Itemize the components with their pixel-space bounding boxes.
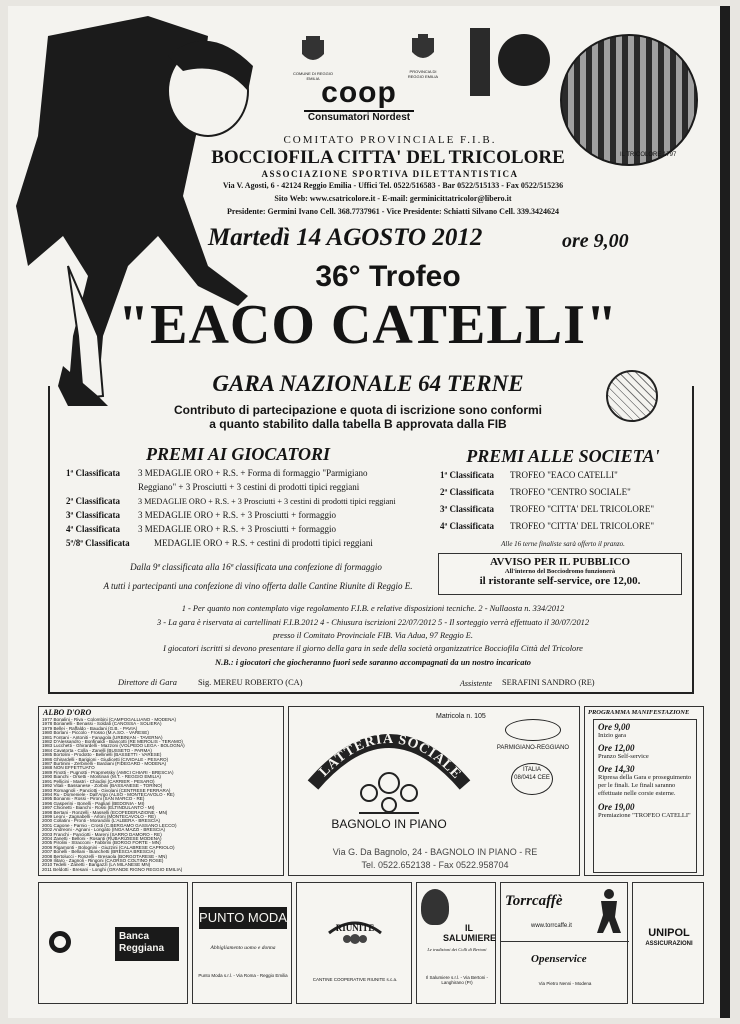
avviso-title: AVVISO PER IL PUBBLICO	[489, 556, 631, 568]
albo-row: 1987 Burtinini - Zerbinelli - Bardiani (FIDEGARD - MODENA)	[42, 761, 167, 767]
black-bar-decoration	[470, 28, 490, 96]
contributo-line-1: Contributo di partecipazione e quota di iscrizione sono conformi	[173, 403, 543, 417]
premio-row	[66, 524, 446, 538]
programma-inner	[593, 719, 697, 873]
societa-text: TROFEO "CENTRO SOCIALE"	[510, 487, 631, 497]
torrcaffe-web: www.torrcaffe.it	[531, 923, 572, 929]
avviso-line-1: All'interno del Bocciodromo funzionerà	[504, 568, 616, 575]
salumiere-portrait	[421, 889, 449, 925]
programma-time: Ore 19,00	[598, 802, 635, 812]
premio-pos: 5ª/8ª Classificata	[66, 538, 130, 548]
albo-row: 2002 Andreoni - Agnani - Longato (INGA MAZZI - BRESCIA)	[42, 827, 166, 833]
programma-desc: Premiazione "TROFEO CATELLI"	[598, 812, 691, 819]
cee-seal: ITALIA 08/0414 CEE	[511, 763, 553, 795]
albo-row: 2000 Collatini - Pronti - Morandini (L'ALBERA - BRESCIA)	[42, 818, 161, 824]
club-web: Sito Web: www.csatricolore.it - E-mail: germinicittatricolor@libero.it	[274, 194, 512, 203]
albo-list	[39, 718, 283, 872]
albo-row: 2006 Rigamonti - Bolognini - Giuzzini (CALABRESE CAPRIOLO)	[42, 844, 175, 850]
albo-row: 1983 Lucchetti - Ghirardelli - Mazzoni (VOLPEDO LEGA - BOLOGNA)	[42, 743, 185, 749]
programma-desc: Pranzo Self-service	[598, 753, 649, 760]
crest-icon	[300, 36, 326, 66]
sponsor-divider	[501, 941, 629, 942]
programma-desc: Inizio gara	[598, 732, 626, 739]
premi-note-1: Dalla 9ª classificata alla 16ª classificata una confezione di formaggio	[130, 562, 382, 572]
direttore-name: Sig. MEREU ROBERTO (CA)	[198, 678, 303, 687]
societa-pos: 3ª Classificata	[440, 504, 494, 514]
sponsor-salumiere	[416, 882, 496, 1004]
avviso-box	[438, 553, 682, 595]
premio-row	[66, 468, 446, 482]
event-edition: 36° Trofeo	[315, 260, 461, 293]
openservice-address: Via Pietro Nenni - Modena	[538, 981, 592, 986]
club-presidente: Presidente: Germini Ivano Cell. 368.7737961 - Vice Presidente: Schiatti Silvano Cell. 339.3424624	[227, 207, 559, 216]
provincia-caption: PROVINCIA DI REGGIO EMILIA	[407, 69, 439, 79]
salumiere-name: IL SALUMIERE	[443, 923, 497, 943]
riunite-name: RIUNITE	[335, 923, 375, 933]
albo-row: 2004 Zanetti - Belloni - Rosanti (RUBAR/ZIESE MODENA)	[42, 835, 162, 841]
sponsor-banca-reggiana	[38, 882, 188, 1004]
contributo-line-2: a quanto stabilito dalla tabella B approvata dalla FIB	[209, 417, 507, 431]
event-time: ore 9,00	[562, 230, 629, 252]
runner-figure-icon	[593, 887, 625, 939]
albo-row: 1992 Vitali - Bassanese - Zorbini (BASSANESE - TORINO)	[42, 783, 163, 789]
albo-title: ALBO D'ORO	[43, 708, 92, 717]
programma-time: Ore 14,30	[598, 764, 635, 774]
premi-note-2: A tutti i partecipanti una confezione di vino offerta dalle Cantine Riunite di Reggio E.	[103, 581, 413, 591]
latteria-flowers-logo	[299, 713, 479, 823]
regolamento-line-2: 3 - La gara è riservata ai cartellinati F.I.B.2012 4 - Chiusura iscrizioni 22/07/2012 5 - Il sorteggio verrà effettuato il 30/07/2012	[156, 618, 590, 627]
programma-title: PROGRAMMA MANIFESTAZIONE	[588, 709, 690, 716]
salumiere-address: Il Salumiere s.r.l. - Via Bertoni - Langhirano (Pr)	[426, 975, 488, 985]
albo-row: 1977 Bonalini - Riva - Colombini (CAMPOGALLIANO - MODENA)	[42, 717, 177, 722]
club-address: Via V. Agosti, 6 - 42124 Reggio Emilia - Uffici Tel. 0522/516583 - Bar 0522/515133 - Fax 0522/515236	[222, 181, 564, 190]
albo-doro-box	[38, 706, 284, 876]
comune-crest	[293, 36, 333, 81]
societa-row	[440, 470, 690, 487]
albo-row: 1989 Finotti - Pugnotti - Prapmetsky (AMICI CHIARI - BRESCIA)	[42, 769, 174, 775]
parmigiano-label: PARMIGIANO-REGGIANO	[496, 745, 570, 751]
programma-box	[584, 706, 704, 876]
premio-text: 3 MEDAGLIE ORO + R.S. + 3 Prosciutti + formaggio	[138, 524, 336, 534]
round-emblem	[498, 34, 550, 86]
puntomoda-logo: PUNTO MODA	[199, 907, 287, 929]
sponsor-unipol	[632, 882, 704, 1004]
openservice-logo: Openservice	[531, 953, 587, 965]
albo-row: 1981 Fontani - Antoniti - Fanagola (URBINIAN - TAVERNA)	[42, 734, 163, 740]
premio-text: MEDAGLIE ORO + R.S. + cestini di prodotti tipici reggiani	[154, 538, 373, 548]
societa-row	[440, 487, 690, 504]
avviso-line-2: il ristorante self-service, ore 12,00.	[479, 575, 641, 587]
albo-row: 2011 Beldotti - Bresani - Longhi (GRANDE RIGNO REGGIO EMILIA)	[42, 866, 183, 872]
premi-societa-title: PREMI ALLE SOCIETA'	[466, 446, 660, 466]
albo-row: 1984 Cavatorta - Colla - Zanelli (BUSSETO - PARMA)	[42, 747, 152, 753]
societa-pos: 1ª Classificata	[440, 470, 494, 480]
premio-text: 3 MEDAGLIE ORO + R.S. + 3 Prosciutti + 3 cestini di prodotti tipici reggiani	[138, 497, 396, 506]
provincia-crest	[403, 34, 443, 79]
parmigiano-seal	[505, 719, 561, 741]
club-name: BOCCIOFILA CITTA' DEL TRICOLORE	[211, 147, 565, 168]
photo-caption: IL TRICOLORE 1797	[620, 152, 677, 158]
societa-pos: 4ª Classificata	[440, 521, 494, 531]
societa-row	[440, 521, 690, 538]
albo-row: 1998 Bertani - Ronzelli - Masselli (ECOFEDERAZIONE - MN)	[42, 809, 168, 815]
albo-row: 2001 Capone - Parnio - Crosti (C.BERGAMO GASSANO LECCO)	[42, 822, 177, 828]
premi-societa-list	[440, 470, 690, 538]
premio-text: Reggiano" + 3 Prosciutti + 3 cestini di prodotti tipici reggiani	[138, 482, 360, 492]
regolamento-line-5: N.B.: i giocatori che giocheranno fuori sede saranno accompagnati da un nostro incaricato	[215, 658, 531, 667]
albo-row: 1985 Bortolini - Prodotto - Bellinelli (BASSETTI - VARESE)	[42, 752, 162, 758]
regolamento-line-1: 1 - Per quanto non contemplato vige regolamento F.I.B. e relative disposizioni tecniche. 2 - Nullaosta n. 334/2012	[181, 604, 565, 613]
unipol-name: UNIPOL	[648, 927, 690, 939]
sponsor-torrcaffe-openservice	[500, 882, 628, 1004]
premio-row	[66, 538, 446, 552]
premio-pos: 2ª Classificata	[66, 496, 120, 506]
albo-row: 1982 D'Alessandro - Bonfinaldi - Biancotti (RE MEROLIS - TERAMO)	[42, 739, 183, 745]
albo-row: 2008 Bertolucci - Ronzelli - Bresaola (BORGOTARESE - MN)	[42, 853, 168, 859]
societa-text: TROFEO "CITTA' DEL TRICOLORE"	[510, 504, 654, 514]
albo-row: 2003 Franchi - Panciotti - Mareni (SARRO DAMORO - RE)	[42, 831, 162, 837]
coop-logo: coop	[321, 76, 397, 109]
albo-row: 1997 Chionetti - Bianchi - Rossi (ELTINDULANTO - MI)	[42, 805, 155, 811]
sponsor-punto-moda	[192, 882, 292, 1004]
unipol-sub: ASSICURAZIONI	[645, 941, 693, 947]
albo-row: 1988 NON EFFETTUATO	[42, 765, 95, 771]
comune-caption: COMUNE DI REGGIO EMILIA	[293, 71, 334, 81]
albo-row: 1978 Borianelli - Benassi - Soldati (CANOSSA - SOLIERA)	[42, 721, 162, 727]
event-name: "EACO CATELLI"	[118, 294, 618, 356]
albo-row: 1991 Pellicini - Mastri - Chiodini (CARRIER - PESARO)	[42, 778, 155, 784]
albo-row: 1996 Gasperini - Bonelli - Pagliari (BEDONIA - MI)	[42, 800, 145, 806]
programma-time: Ore 9,00	[598, 722, 630, 732]
albo-row: 1986 Ghirardelli - Barigioni - Giudicetti (CIVIDALE - PESARO)	[42, 756, 169, 762]
societa-row	[440, 504, 690, 521]
albo-row: 1979 Bellei - Raffaldo - Baudani (G.B. - PAVIA)	[42, 725, 138, 731]
programma-desc: Ripresa della Gara e proseguimento per le finali. Le finali saranno effettuate nelle corsie esterne.	[598, 774, 692, 797]
albo-row: 1980 Borlani - Piccolo - Frosso (M.A.SO. - VARESE)	[42, 730, 149, 736]
association-type: ASSOCIAZIONE SPORTIVA DILETTANTISTICA	[261, 169, 519, 179]
direttore-label: Direttore di Gara	[118, 678, 177, 687]
svg-text:LATTERIA SOCIALE	[317, 732, 465, 783]
riunite-sub: CANTINE COOPERATIVE RIUNITE s.c.a.	[312, 977, 398, 982]
societa-note: Alle 16 terne finaliste sarà offerto il pranzo.	[501, 540, 625, 548]
albo-row: 1990 Bianchi - Orsetti - Montinari (M.T. - REGGIO EMILIA)	[42, 774, 161, 780]
premio-pos: 1ª Classificata	[66, 468, 120, 478]
premio-pos: 3ª Classificata	[66, 510, 120, 520]
coop-subtitle: Consumatori Nordest	[304, 110, 414, 123]
torrcaffe-logo: Torrcaffè	[505, 893, 563, 909]
regolamento-line-4: I giocatori iscritti si devono presentare il giorno della gara in sede della società organizzatrice Bocciofila Città del Tricolore	[163, 644, 583, 653]
regolamento-line-3: presso il Comitato Provinciale FIB. Via Adua, 97 Reggio E.	[272, 631, 474, 640]
latteria-phones: Tel. 0522.652138 - Fax 0522.958704	[361, 860, 509, 870]
albo-row: 2009 Ilitaro - Zagnoli - Ringoni (CAORSO COLTINO ROSE)	[42, 858, 164, 863]
assistente-label: Assistente	[460, 679, 492, 688]
societa-text: TROFEO "EACO CATELLI"	[510, 470, 618, 480]
event-date: Martedì 14 AGOSTO 2012	[208, 224, 483, 251]
latteria-matricola: Matricola n. 105	[436, 713, 486, 720]
premi-giocatori-title: PREMI AI GIOCATORI	[145, 444, 331, 464]
sponsor-riunite	[296, 882, 412, 1004]
premio-row	[66, 496, 446, 510]
banca-name: Banca Reggiana	[115, 927, 179, 961]
latteria-town: BAGNOLO IN PIANO	[331, 817, 447, 831]
albo-row: 1994 Ru - Domeniele - Dall'Argo (ALSO - MONTECAVOLO - RE)	[42, 791, 175, 797]
salumiere-sub: Le tradizioni dei Colli di Bertoni	[427, 947, 487, 952]
premio-row	[66, 510, 446, 524]
albo-row: 2007 Bonelli - Bellani - Bianchetti (BRESCIA BRESCIA)	[42, 849, 156, 855]
puntomoda-sub: Abbigliamento uomo e donna	[210, 945, 276, 951]
assistente-name: SERAFINI SANDRO (RE)	[502, 678, 595, 687]
poster-page	[8, 6, 730, 1018]
societa-pos: 2ª Classificata	[440, 487, 494, 497]
premio-text: 3 MEDAGLIE ORO + R.S. + 3 Prosciutti + formaggio	[138, 510, 336, 520]
albo-row: 1995 Bonanni - Rossi - Pironi (SAN MARCO - RE)	[42, 796, 145, 802]
albo-row: 2010 Tedelli - Zanetti - Barigazzi (LA MILANESE MN)	[42, 862, 151, 868]
puntomoda-address: Punto Moda s.r.l. - Via Roma - Reggio Emilia	[198, 973, 288, 978]
albo-row: 1999 Leoni - Zagnabelli - Arloni (MONTECAVOLO - RE)	[42, 813, 156, 819]
premi-giocatori-list	[66, 468, 446, 552]
albo-row: 2005 Pirolini - Stracconi - Fabbrini (BORGO FORTE - MN)	[42, 840, 161, 846]
latteria-arc-text: LATTERIA SOCIALE	[316, 731, 465, 783]
banca-logo-icon	[49, 931, 71, 953]
bocce-ball-icon	[606, 370, 658, 422]
comitato-title: COMITATO PROVINCIALE F.I.B.	[283, 134, 497, 146]
latteria-address: Via G. Da Bagnolo, 24 - BAGNOLO IN PIANO - RE	[332, 847, 538, 857]
latteria-sociale-box	[288, 706, 580, 876]
crest-icon	[410, 34, 436, 64]
premio-pos: 4ª Classificata	[66, 524, 120, 534]
premio-row	[66, 482, 446, 496]
albo-row: 1993 Romagnoli - Panciotti - Givolani (CENTRESE FERRARA)	[42, 787, 171, 793]
premio-text: 3 MEDAGLIE ORO + R.S. + Forma di formaggio "Parmigiano	[138, 468, 368, 478]
programma-time: Ore 12,00	[598, 743, 635, 753]
societa-text: TROFEO "CITTA' DEL TRICOLORE"	[510, 521, 654, 531]
gara-title: GARA NAZIONALE 64 TERNE	[168, 371, 568, 397]
